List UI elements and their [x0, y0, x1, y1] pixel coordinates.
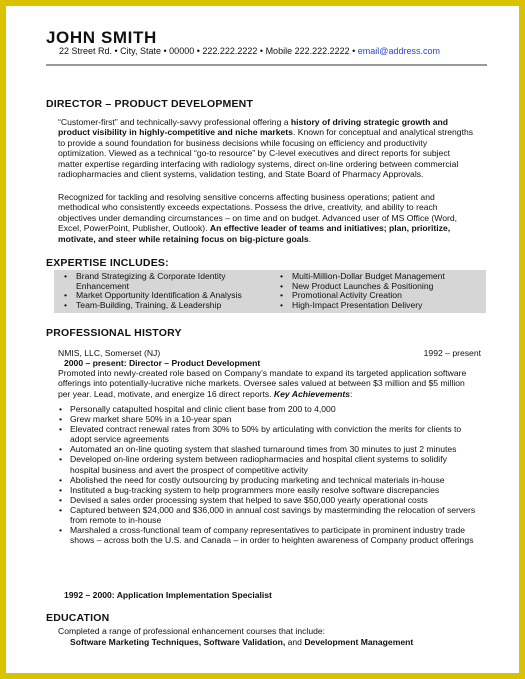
current-role: 2000 – present: Director – Product Development — [64, 358, 261, 368]
candidate-name: JOHN SMITH — [46, 28, 157, 47]
summary-paragraph-2: Recognized for tackling and resolving sensitive concerns affecting business operations; patient and methodical who consistently exceeds expectations. Possess the drive, creativity, and ability to reach objectives under demanding circumstances – on time and on budget. Advanced user of MS Office (Word, Excel, PowerPoint, Publisher, Outlook). An effective leader of teams and initiatives; plan, prioritize, motivate, and steer while retaining focus on big-picture goals. — [58, 192, 458, 244]
list-item: • Abolished the need for costly outsourcing by producing marketing and technical materials in-house — [58, 475, 476, 485]
list-item: • Developed on-line ordering system between radiopharmacies and hospital client systems to solidify hospital business and avert the prospect of competitive activity — [58, 454, 476, 474]
role-description: Promoted into newly-created role based on Company’s mandate to expand its targeted application software offerings into potentially-lucrative niche markets. Oversee sales valued at between $3 million and $5 million per year. Lead, motivate, and energize 16 direct reports. Key Achievements: — [58, 368, 467, 399]
list-item: • Team-Building, Training, & Leadership — [60, 301, 260, 311]
employer-line — [58, 348, 486, 358]
list-item: • Automated an on-line quoting system that slashed turnaround times from 30 minutes to just 2 minutes — [58, 444, 476, 454]
list-item: • Promotional Activity Creation — [276, 291, 486, 301]
employer-dates: 1992 – present — [423, 348, 481, 358]
education-intro: Completed a range of professional enhancement courses that include: — [58, 626, 326, 636]
history-heading: PROFESSIONAL HISTORY — [46, 327, 182, 339]
list-item: • Market Opportunity Identification & Analysis — [60, 291, 260, 301]
expertise-heading: EXPERTISE INCLUDES: — [46, 257, 169, 269]
resume-page — [6, 6, 519, 673]
header-divider — [46, 64, 487, 66]
list-item: • Brand Strategizing & Corporate Identity Enhancement — [60, 272, 260, 291]
list-item: • New Product Launches & Positioning — [276, 282, 486, 292]
expertise-list-left — [60, 272, 260, 310]
email-link[interactable]: email@address.com — [357, 46, 440, 56]
list-item: • Grew market share 50% in a 10-year span — [58, 414, 476, 424]
list-item: • Devised a sales order processing system that helped to save $50,000 yearly operational costs — [58, 495, 476, 505]
expertise-box — [54, 270, 486, 313]
contact-details: 22 Street Rd. • City, State • 00000 • 222.222.2222 • Mobile 222.222.2222 • — [59, 46, 358, 56]
list-item: • Personally catapulted hospital and clinic client base from 200 to 4,000 — [58, 404, 476, 414]
education-courses: Software Marketing Techniques, Software Validation, and Development Management — [70, 637, 414, 647]
list-item: • Elevated contract renewal rates from 30% to 50% by articulating with conviction the merits for clients to adopt service agreements — [58, 424, 476, 444]
list-item: • Instituted a bug-tracking system to help programmers more easily resolve software discrepancies — [58, 485, 476, 495]
list-item: • Captured between $24,000 and $36,000 in annual cost savings by masterminding the relocation of servers from remote to in-house — [58, 505, 476, 525]
list-item: • Marshaled a cross-functional team of company representatives to participate in prominent industry trade shows – across both the U.S. and Canada – in order to heighten awareness of Company product offerings — [58, 525, 476, 545]
education-heading: EDUCATION — [46, 612, 110, 624]
expertise-list-right — [276, 272, 486, 310]
employer-name: NMIS, LLC, Somerset (NJ) — [58, 348, 161, 358]
list-item: • High-Impact Presentation Delivery — [276, 301, 486, 311]
list-item: • Multi-Million-Dollar Budget Management — [276, 272, 486, 282]
achievements-list — [58, 404, 476, 545]
summary-paragraph-1: “Customer-first” and technically-savvy professional offering a history of driving strategic growth and product visibility in highly-competitive and niche markets. Known for conceptual and analytical strengths to provide a sound foundation for business decisions while focusing on efficiency and productivity optimization. Viewed as a technical “go-to resource” by C-level executives and direct reports for subject matter expertise regarding interfacing with radiology systems, direct on-line ordering between commercial radiopharmacies and client systems, validation testing, and State Board of Pharmacy Approvals. — [58, 117, 474, 180]
position-title: DIRECTOR – PRODUCT DEVELOPMENT — [46, 98, 254, 110]
previous-role: 1992 – 2000: Application Implementation Specialist — [64, 590, 272, 600]
contact-line — [59, 46, 440, 56]
